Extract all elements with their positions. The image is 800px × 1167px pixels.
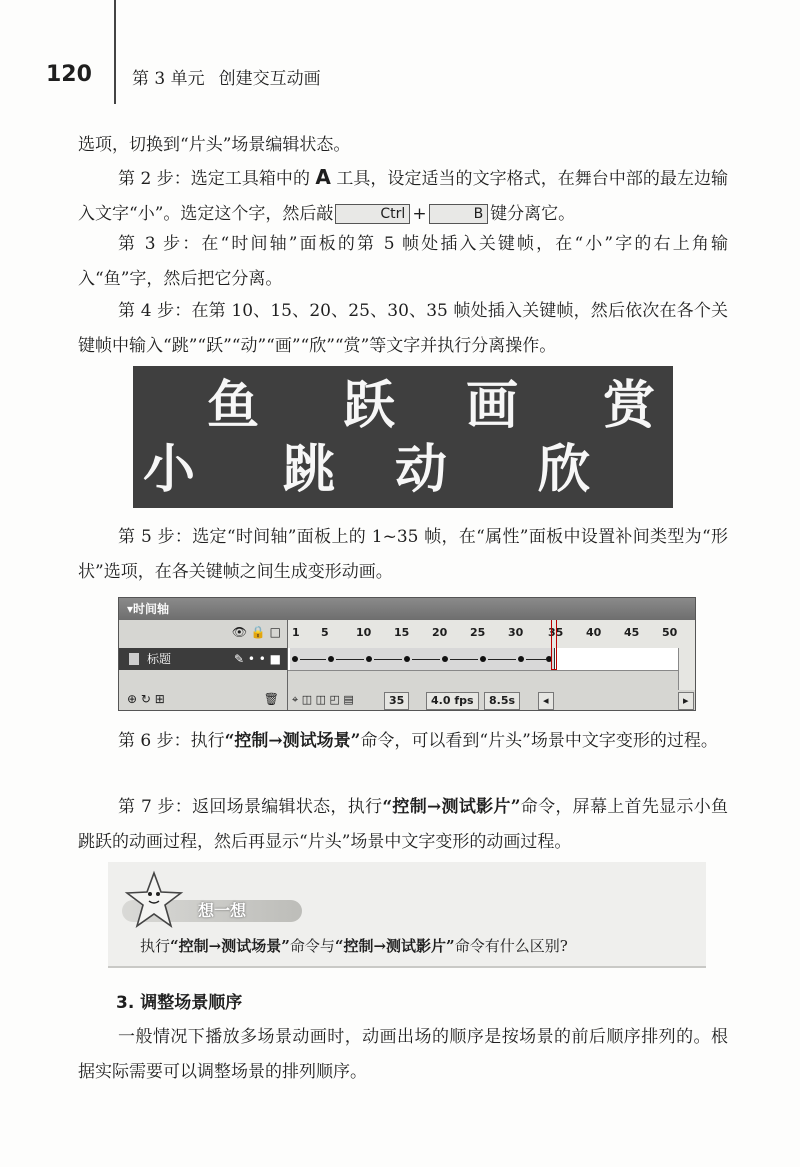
paragraph-step6 xyxy=(78,724,728,759)
playhead[interactable] xyxy=(551,620,557,670)
think-question xyxy=(140,935,568,957)
step6-command: “控制→测试场景” xyxy=(224,731,361,751)
figure-char: 赏 xyxy=(603,376,656,436)
timeline-title: ▾时间轴 xyxy=(127,602,170,616)
step6-text-a: 第 6 步：执行 xyxy=(118,731,225,751)
step6-text-b: 命令，可以看到“片头”场景中文字变形的过程。 xyxy=(360,731,718,751)
lock-icon[interactable]: 🔒 xyxy=(250,625,266,639)
think-label: 想一想 xyxy=(198,901,247,920)
ruler-tick: 1 xyxy=(292,626,300,639)
tween-arrow xyxy=(300,659,326,660)
ruler-tick: 45 xyxy=(624,626,640,639)
shape-tween-span[interactable] xyxy=(290,648,555,670)
outline-square-icon[interactable]: ■ xyxy=(269,652,281,666)
ruler-tick: 50 xyxy=(662,626,678,639)
question-text-a: 执行 xyxy=(140,937,171,955)
plus-sign: + xyxy=(412,204,427,224)
b-key: B xyxy=(429,204,489,224)
ruler-tick: 15 xyxy=(394,626,410,639)
paragraph-step3: 第 3 步：在“时间轴”面板的第 5 帧处插入关键帧，在“小”字的右上角输入“鱼”字，然后把它分离。 xyxy=(78,234,728,289)
question-text-b: 命令与 xyxy=(289,937,335,955)
step2-text-a: 第 2 步：选定工具箱中的 xyxy=(118,169,310,189)
question-cmd1: “控制→测试场景” xyxy=(170,937,290,955)
tween-arrow xyxy=(412,659,440,660)
layer-tools xyxy=(127,692,165,706)
keyframe[interactable] xyxy=(480,656,486,662)
layer-name: 标题 xyxy=(147,652,172,666)
keyframe[interactable] xyxy=(366,656,372,662)
page-number: 120 xyxy=(46,62,92,87)
running-head xyxy=(132,64,321,89)
timeline-title-bar[interactable] xyxy=(119,598,695,620)
tween-arrow xyxy=(336,659,364,660)
ruler-tick: 40 xyxy=(586,626,602,639)
ruler-tick: 10 xyxy=(356,626,372,639)
ruler-tick: 5 xyxy=(321,626,329,639)
current-frame: 35 xyxy=(384,692,409,710)
add-folder-icon[interactable]: ⊞ xyxy=(154,692,165,706)
outline-icon[interactable]: □ xyxy=(269,625,281,639)
step7-text-a: 第 7 步：返回场景编辑状态，执行 xyxy=(118,797,383,817)
ruler-tick: 20 xyxy=(432,626,448,639)
page-header xyxy=(0,0,800,110)
section-heading: 3. 调整场景顺序 xyxy=(116,993,243,1013)
add-guide-icon[interactable]: ↻ xyxy=(140,692,151,706)
elapsed-time: 8.5s xyxy=(484,692,520,710)
paragraph-step4: 第 4 步：在第 10、15、20、25、30、35 帧处插入关键帧，然后依次在各个关键帧中输入“跳”“跃”“动”“画”“欣”“赏”等文字并执行分离操作。 xyxy=(78,301,728,356)
keyframe[interactable] xyxy=(518,656,524,662)
keyframe[interactable] xyxy=(328,656,334,662)
think-box xyxy=(108,862,706,968)
frame-rate: 4.0 fps xyxy=(426,692,479,710)
paragraph-step2 xyxy=(78,160,728,232)
tween-arrow xyxy=(450,659,478,660)
question-cmd2: “控制→测试影片” xyxy=(334,937,455,955)
paragraph-step5: 第 5 步：选定“时间轴”面板上的 1~35 帧，在“属性”面板中设置补间类型为“形状”选项，在各关键帧之间生成变形动画。 xyxy=(78,527,728,582)
ctrl-key: Ctrl xyxy=(335,204,410,224)
layer-page-icon xyxy=(129,653,139,665)
ruler-tick: 25 xyxy=(470,626,486,639)
keyframe[interactable] xyxy=(442,656,448,662)
figure-char: 欣 xyxy=(538,440,591,500)
layer-header-icons xyxy=(232,625,281,639)
figure-char: 画 xyxy=(466,376,519,436)
timeline-layer-column xyxy=(119,620,288,710)
layer-row-title[interactable] xyxy=(119,648,287,670)
star-mascot-icon xyxy=(124,870,184,930)
pencil-icon[interactable]: ✎ xyxy=(233,652,245,666)
onion-skin-icons[interactable]: ⌖ ◫ ◫ ◰ ▤ xyxy=(292,693,354,706)
keyframe[interactable] xyxy=(404,656,410,662)
keyframe[interactable] xyxy=(292,656,298,662)
tween-arrow xyxy=(374,659,402,660)
paragraph-step7 xyxy=(78,790,728,860)
step2-text-b: 工具，设定适当的文字格式，在舞台中部的最左边输入文字“小”。选定这个字，然后敲 xyxy=(78,169,729,224)
tween-arrow xyxy=(526,659,546,660)
layer-state-icons xyxy=(234,648,281,670)
step7-text-b: 命令，屏幕上首先显示小鱼跳跃的动画过程，然后再显示“片头”场景中文字变形的动画过程。 xyxy=(78,797,729,852)
ruler-tick: 35 xyxy=(548,626,564,639)
scroll-left-icon[interactable]: ◂ xyxy=(538,692,554,710)
frame-ruler[interactable] xyxy=(288,620,695,649)
lock-dot-icon[interactable]: • xyxy=(258,652,266,666)
figure-char: 跃 xyxy=(343,376,396,436)
chapter-title: 创建交互动画 xyxy=(218,69,321,89)
text-tool-icon: A xyxy=(315,165,331,189)
frame-track[interactable] xyxy=(288,648,678,671)
step2-text-c: 键分离它。 xyxy=(490,204,576,224)
trash-icon[interactable]: 🗑 xyxy=(263,692,279,706)
step7-command: “控制→测试影片” xyxy=(382,797,521,817)
add-layer-icon[interactable]: ⊕ xyxy=(127,692,138,706)
paragraph-closing: 一般情况下播放多场景动画时，动画出场的顺序是按场景的前后顺序排列的。根据实际需要可以调整场景的排列顺序。 xyxy=(78,1027,728,1082)
question-text-c: 命令有什么区别? xyxy=(454,937,568,955)
scroll-right-icon[interactable]: ▸ xyxy=(678,692,694,710)
timeline-frames-area xyxy=(288,620,695,710)
figure-char: 跳 xyxy=(283,440,336,500)
figure-char: 小 xyxy=(143,440,196,500)
visible-dot-icon[interactable]: • xyxy=(247,652,255,666)
figure-char: 鱼 xyxy=(207,376,260,436)
header-divider xyxy=(114,0,116,104)
timeline-status-bar xyxy=(288,690,695,710)
character-figure xyxy=(133,366,673,508)
figure-char: 动 xyxy=(395,440,448,500)
eye-icon[interactable]: 👁 xyxy=(231,625,248,639)
tween-arrow xyxy=(488,659,516,660)
unit-label: 第 3 单元 xyxy=(132,69,205,89)
vertical-scrollbar[interactable] xyxy=(678,648,696,690)
paragraph-intro: 选项，切换到“片头”场景编辑状态。 xyxy=(78,135,351,155)
ruler-tick: 30 xyxy=(508,626,524,639)
timeline-panel xyxy=(118,597,696,711)
